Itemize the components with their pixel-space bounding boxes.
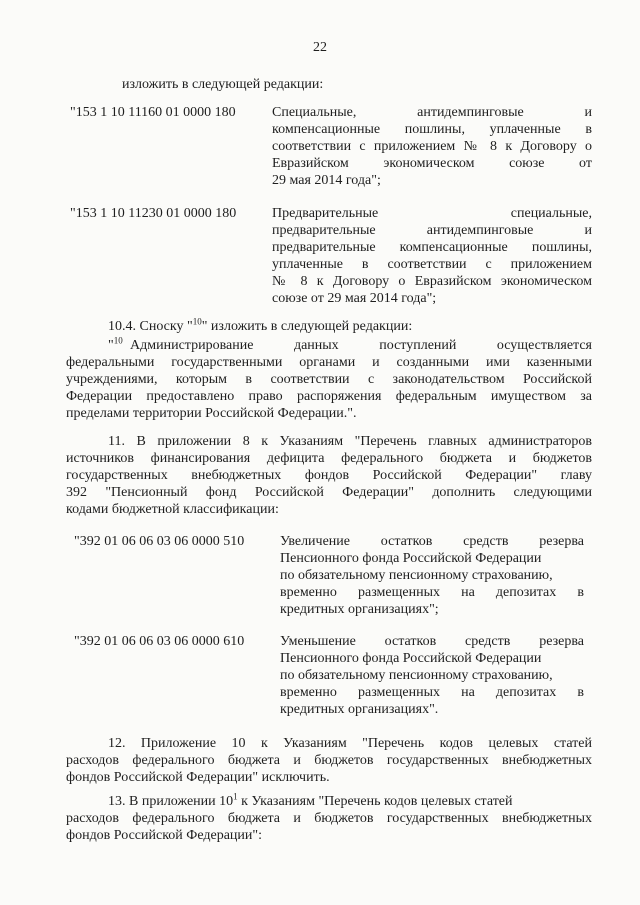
footnote-line: Федерации предоставлено право распоряжения федеральным имуществом за: [66, 389, 592, 404]
page-number: 22: [313, 40, 327, 55]
paragraph-11-line: источников финансирования дефицита федерального бюджета и бюджетов: [66, 451, 592, 466]
entry-text-line: союзе от 29 мая 2014 года";: [272, 291, 437, 306]
footnote-line: федеральными государственными органами и созданными ими казенными: [66, 355, 592, 370]
entry-text-line: 29 мая 2014 года";: [272, 173, 381, 188]
entry-text-line: Уменьшение остатков средств резерва: [280, 634, 584, 649]
entry-text-line: кредитных организациях";: [280, 602, 439, 617]
paragraph-13-line: расходов федерального бюджета и бюджетов государственных внебюджетных: [66, 811, 592, 826]
entry-text-line: уплаченные в соответствии с приложением: [272, 257, 592, 272]
paragraph-11-line: 392 "Пенсионный фонд Российской Федерации" дополнить следующими: [66, 485, 592, 500]
paragraph-11-line: кодами бюджетной классификации:: [66, 502, 279, 517]
entry-text-line: временно размещенных на депозитах в: [280, 585, 584, 600]
entry-text-line: Увеличение остатков средств резерва: [280, 534, 584, 549]
entry-text-line: предварительные антидемпинговые и: [272, 223, 592, 238]
p104-pre: 10.4. Сноску ": [108, 319, 193, 334]
entry-text-line: по обязательному пенсионному страхованию,: [280, 568, 553, 583]
paragraph-11-line: 11. В приложении 8 к Указаниям "Перечень главных администраторов: [108, 434, 592, 449]
footnote-line: учреждениями, которым в соответствии с законодательством Российской: [66, 372, 592, 387]
footnote-line: пределами территории Российской Федерации.".: [66, 406, 357, 421]
paragraph-13-first: [108, 793, 513, 810]
p104-post: " изложить в следующей редакции:: [201, 319, 413, 334]
entry-text-line: Предварительные специальные,: [272, 206, 592, 221]
p13-post: к Указаниям "Перечень кодов целевых статей: [237, 794, 513, 809]
entry-text-line: Евразийском экономическом союзе от: [272, 156, 592, 171]
paragraph-12-line: фондов Российской Федерации" исключить.: [66, 770, 330, 785]
paragraph-12-line: 12. Приложение 10 к Указаниям "Перечень кодов целевых статей: [108, 736, 592, 751]
entry-text-line: № 8 к Договору о Евразийском экономическом: [272, 274, 592, 289]
p13-pre: 13. В приложении 10: [108, 794, 234, 809]
footnote-lead: [108, 337, 123, 354]
footnote-first-line: Администрирование данных поступлений осуществляется: [130, 338, 592, 353]
entry-text-line: компенсационные пошлины, уплаченные в: [272, 122, 592, 137]
superscript-index: 1: [233, 791, 238, 802]
paragraph-10-4: [108, 318, 412, 335]
entry-text-line: предварительные компенсационные пошлины,: [272, 240, 592, 255]
paragraph-12-line: расходов федерального бюджета и бюджетов государственных внебюджетных: [66, 753, 592, 768]
entry-text-line: Пенсионного фонда Российской Федерации: [280, 551, 542, 566]
entry-text-line: соответствии с приложением № 8 к Договору о: [272, 139, 592, 154]
quote-mark: ": [108, 338, 114, 353]
entry-text-line: временно размещенных на депозитах в: [280, 685, 584, 700]
footnote-marker: 10: [192, 316, 202, 327]
intro-text: изложить в следующей редакции:: [122, 77, 324, 92]
entry-text-line: кредитных организациях".: [280, 702, 439, 717]
entry-text-line: Пенсионного фонда Российской Федерации: [280, 651, 542, 666]
paragraph-11-line: государственных внебюджетных фондов Российской Федерации" главу: [66, 468, 592, 483]
paragraph-13-line: фондов Российской Федерации":: [66, 828, 263, 843]
budget-code: "153 1 10 11160 01 0000 180: [70, 105, 236, 120]
budget-code: "392 01 06 06 03 06 0000 610: [74, 634, 245, 649]
budget-code: "392 01 06 06 03 06 0000 510: [74, 534, 245, 549]
entry-text-line: по обязательному пенсионному страхованию,: [280, 668, 553, 683]
footnote-marker: 10: [113, 335, 123, 346]
budget-code: "153 1 10 11230 01 0000 180: [70, 206, 237, 221]
entry-text-line: Специальные, антидемпинговые и: [272, 105, 592, 120]
